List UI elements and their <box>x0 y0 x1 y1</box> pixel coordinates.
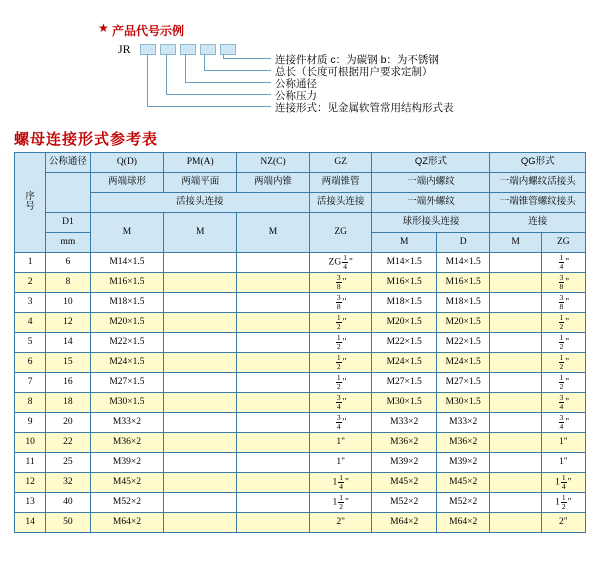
nut-connection-table <box>14 152 586 533</box>
th-group-q-code: Q(D) <box>90 153 164 173</box>
cell-qz-d: M30×1.5 <box>436 393 490 413</box>
legend-note-length: 总长（长度可根据用户要求定制） <box>275 66 433 78</box>
leader-h-4 <box>166 94 271 95</box>
th-group-qg-desc2: 一端锥管螺纹接头 <box>490 193 586 213</box>
th-unit-gz: ZG <box>309 213 372 253</box>
cell-dn: 18 <box>46 393 90 413</box>
cell-pm <box>164 493 237 513</box>
table-row <box>15 313 586 333</box>
th-group-q-desc: 两端球形 <box>90 173 164 193</box>
cell-gz: $\frac{3}{8}$ " <box>309 273 372 293</box>
legend-note-pressure: 公称压力 <box>275 90 317 102</box>
cell-qz-d: M36×2 <box>436 433 490 453</box>
cell-qg-zg: $\frac{3}{4}$ " <box>541 413 585 433</box>
th-unit-q: M <box>90 213 164 253</box>
leader-v-4 <box>204 54 205 70</box>
table-row <box>15 493 586 513</box>
cell-dn: 40 <box>46 493 90 513</box>
cell-qg-m <box>490 293 541 313</box>
th-unit-qg-m: M <box>490 233 541 253</box>
cell-gz: 1" <box>309 453 372 473</box>
cell-pm <box>164 353 237 373</box>
th-group-nz-code: NZ(C) <box>237 153 310 173</box>
cell-pm <box>164 293 237 313</box>
cell-qg-zg: $\frac{1}{2}$ " <box>541 333 585 353</box>
cell-qg-zg: $\frac{3}{4}$ " <box>541 393 585 413</box>
th-mode-qz: 球形接头连接 <box>372 213 490 233</box>
cell-qg-zg: $\frac{1}{4}$ " <box>541 253 585 273</box>
cell-qg-zg: $\frac{3}{8}$ " <box>541 293 585 313</box>
table-head-row-1 <box>15 153 586 173</box>
leader-v-2 <box>166 54 167 94</box>
cell-gz: $\frac{1}{2}$ " <box>309 353 372 373</box>
cell-seq: 3 <box>15 293 46 313</box>
cell-qg-zg: $\frac{1}{2}$ " <box>541 313 585 333</box>
cell-gz: 1 $\frac{1}{2}$ " <box>309 493 372 513</box>
table-head-row-3 <box>15 193 586 213</box>
cell-dn: 12 <box>46 313 90 333</box>
th-group-qz-code: QZ形式 <box>372 153 490 173</box>
star-icon: ★ <box>98 21 109 35</box>
th-mode-gz: 活接头连接 <box>309 193 372 213</box>
cell-pm <box>164 473 237 493</box>
th-group-qg-desc: 一端内螺纹活接头 <box>490 173 586 193</box>
cell-qg-zg: 1 $\frac{1}{2}$ " <box>541 493 585 513</box>
table-row <box>15 473 586 493</box>
cell-qz-m: M27×1.5 <box>372 373 436 393</box>
th-dn-label: 公称通径 <box>46 153 90 173</box>
table-row <box>15 373 586 393</box>
cell-pm <box>164 393 237 413</box>
cell-seq: 7 <box>15 373 46 393</box>
cell-q: M24×1.5 <box>90 353 164 373</box>
cell-qz-m: M20×1.5 <box>372 313 436 333</box>
th-group-qg-code: QG形式 <box>490 153 586 173</box>
table-body <box>15 253 586 533</box>
cell-qz-m: M18×1.5 <box>372 293 436 313</box>
cell-qg-m <box>490 393 541 413</box>
cell-qz-m: M22×1.5 <box>372 333 436 353</box>
code-box-1 <box>140 44 156 55</box>
cell-qz-m: M64×2 <box>372 513 436 533</box>
table-row <box>15 293 586 313</box>
cell-gz: $\frac{3}{4}$ " <box>309 413 372 433</box>
cell-pm <box>164 253 237 273</box>
table-row <box>15 273 586 293</box>
table-row <box>15 413 586 433</box>
cell-gz: $\frac{3}{4}$ " <box>309 393 372 413</box>
cell-gz: $\frac{1}{2}$ " <box>309 373 372 393</box>
cell-nz <box>237 353 310 373</box>
cell-dn: 50 <box>46 513 90 533</box>
leader-h-3 <box>185 82 271 83</box>
cell-nz <box>237 413 310 433</box>
cell-qg-m <box>490 353 541 373</box>
cell-dn: 15 <box>46 353 90 373</box>
cell-seq: 9 <box>15 413 46 433</box>
cell-gz: $\frac{1}{2}$ " <box>309 333 372 353</box>
cell-dn: 8 <box>46 273 90 293</box>
code-box-2 <box>160 44 176 55</box>
th-unit-qz-m: M <box>372 233 436 253</box>
cell-dn: 14 <box>46 333 90 353</box>
cell-qg-zg: $\frac{1}{2}$ " <box>541 353 585 373</box>
cell-pm <box>164 453 237 473</box>
cell-pm <box>164 273 237 293</box>
cell-qz-d: M22×1.5 <box>436 333 490 353</box>
th-dn-label-2 <box>46 173 90 213</box>
cell-q: M20×1.5 <box>90 313 164 333</box>
cell-q: M39×2 <box>90 453 164 473</box>
table-row <box>15 253 586 273</box>
th-group-nz-desc: 两端内锥 <box>237 173 310 193</box>
table-head <box>15 153 586 253</box>
table-row <box>15 353 586 373</box>
cell-qz-m: M36×2 <box>372 433 436 453</box>
cell-dn: 20 <box>46 413 90 433</box>
cell-nz <box>237 373 310 393</box>
cell-nz <box>237 293 310 313</box>
cell-nz <box>237 473 310 493</box>
cell-pm <box>164 373 237 393</box>
legend-title: 产品代号示例 <box>112 24 185 38</box>
cell-qz-d: M18×1.5 <box>436 293 490 313</box>
cell-q: M52×2 <box>90 493 164 513</box>
cell-gz: $\frac{1}{2}$ " <box>309 313 372 333</box>
cell-q: M33×2 <box>90 413 164 433</box>
cell-nz <box>237 513 310 533</box>
cell-seq: 12 <box>15 473 46 493</box>
cell-dn: 22 <box>46 433 90 453</box>
cell-qz-d: M16×1.5 <box>436 273 490 293</box>
th-seq: 序号 <box>15 153 46 253</box>
table-head-row-4 <box>15 213 586 233</box>
table-row <box>15 453 586 473</box>
cell-qg-m <box>490 333 541 353</box>
cell-gz: 1" <box>309 433 372 453</box>
th-group-pm-desc: 两端平面 <box>164 173 237 193</box>
th-unit-pm: M <box>164 213 237 253</box>
cell-qg-m <box>490 453 541 473</box>
cell-nz <box>237 433 310 453</box>
cell-nz <box>237 313 310 333</box>
cell-qz-d: M27×1.5 <box>436 373 490 393</box>
cell-dn: 32 <box>46 473 90 493</box>
cell-qz-m: M33×2 <box>372 413 436 433</box>
cell-gz: $\frac{3}{8}$ " <box>309 293 372 313</box>
cell-pm <box>164 333 237 353</box>
cell-qz-d: M39×2 <box>436 453 490 473</box>
cell-qz-d: M20×1.5 <box>436 313 490 333</box>
code-box-4 <box>200 44 216 55</box>
th-group-gz-code: GZ <box>309 153 372 173</box>
th-unit-qz-d: D <box>436 233 490 253</box>
cell-seq: 11 <box>15 453 46 473</box>
th-dn-unit: mm <box>46 233 90 253</box>
cell-qz-m: M14×1.5 <box>372 253 436 273</box>
legend-note-conn: 连接形式：见金属软管常用结构形式表 <box>275 102 454 114</box>
cell-pm <box>164 413 237 433</box>
th-unit-nz: M <box>237 213 310 253</box>
cell-qz-m: M16×1.5 <box>372 273 436 293</box>
cell-seq: 10 <box>15 433 46 453</box>
cell-qg-zg: 1 $\frac{1}{4}$ " <box>541 473 585 493</box>
cell-qg-m <box>490 373 541 393</box>
leader-h-1 <box>223 58 271 59</box>
cell-q: M27×1.5 <box>90 373 164 393</box>
th-group-qz-desc2: 一端外螺纹 <box>372 193 490 213</box>
cell-dn: 6 <box>46 253 90 273</box>
table-row <box>15 333 586 353</box>
cell-pm <box>164 513 237 533</box>
cell-qg-m <box>490 473 541 493</box>
cell-qg-m <box>490 493 541 513</box>
cell-qg-m <box>490 313 541 333</box>
cell-qz-m: M24×1.5 <box>372 353 436 373</box>
cell-qz-d: M14×1.5 <box>436 253 490 273</box>
cell-pm <box>164 433 237 453</box>
th-group-qz-desc: 一端内螺纹 <box>372 173 490 193</box>
cell-seq: 5 <box>15 333 46 353</box>
cell-gz: 1 $\frac{1}{4}$ " <box>309 473 372 493</box>
cell-nz <box>237 393 310 413</box>
th-group-pm-code: PM(A) <box>164 153 237 173</box>
cell-qz-d: M24×1.5 <box>436 353 490 373</box>
leader-v-3 <box>185 54 186 82</box>
th-unit-qg-zg: ZG <box>541 233 585 253</box>
cell-nz <box>237 453 310 473</box>
cell-qg-m <box>490 273 541 293</box>
cell-qg-m <box>490 513 541 533</box>
cell-seq: 14 <box>15 513 46 533</box>
cell-qg-m <box>490 253 541 273</box>
cell-pm <box>164 313 237 333</box>
table-title: 螺母连接形式参考表 <box>14 131 159 148</box>
cell-dn: 16 <box>46 373 90 393</box>
cell-qz-m: M30×1.5 <box>372 393 436 413</box>
cell-qg-zg: 1" <box>541 453 585 473</box>
cell-seq: 1 <box>15 253 46 273</box>
cell-q: M22×1.5 <box>90 333 164 353</box>
cell-nz <box>237 253 310 273</box>
cell-seq: 4 <box>15 313 46 333</box>
cell-qz-m: M45×2 <box>372 473 436 493</box>
cell-nz <box>237 333 310 353</box>
cell-qg-m <box>490 433 541 453</box>
table-row <box>15 513 586 533</box>
leader-h-2 <box>204 70 271 71</box>
th-group-gz-desc: 两端锥管 <box>309 173 372 193</box>
th-mode-union: 活接头连接 <box>90 193 309 213</box>
th-dn-sub: D1 <box>46 213 90 233</box>
leader-h-5 <box>147 106 271 107</box>
cell-qg-zg: $\frac{1}{2}$ " <box>541 373 585 393</box>
cell-gz: ZG $\frac{1}{4}$ " <box>309 253 372 273</box>
cell-q: M14×1.5 <box>90 253 164 273</box>
cell-qg-m <box>490 413 541 433</box>
table-head-row-2 <box>15 173 586 193</box>
cell-q: M64×2 <box>90 513 164 533</box>
product-code-legend <box>0 0 600 120</box>
cell-q: M36×2 <box>90 433 164 453</box>
code-prefix: JR <box>118 42 131 56</box>
cell-qg-zg: $\frac{3}{8}$ " <box>541 273 585 293</box>
cell-qg-zg: 2" <box>541 513 585 533</box>
cell-nz <box>237 273 310 293</box>
leader-v-1 <box>147 54 148 106</box>
legend-note-dn: 公称通径 <box>275 78 317 90</box>
cell-dn: 25 <box>46 453 90 473</box>
cell-dn: 10 <box>46 293 90 313</box>
cell-q: M45×2 <box>90 473 164 493</box>
cell-seq: 13 <box>15 493 46 513</box>
cell-qz-d: M33×2 <box>436 413 490 433</box>
cell-seq: 8 <box>15 393 46 413</box>
legend-note-material: 连接件材质 c：为碳钢 b：为不锈钢 <box>275 54 439 66</box>
cell-q: M16×1.5 <box>90 273 164 293</box>
cell-qg-zg: 1" <box>541 433 585 453</box>
table-row <box>15 433 586 453</box>
table-row <box>15 393 586 413</box>
cell-seq: 6 <box>15 353 46 373</box>
cell-gz: 2" <box>309 513 372 533</box>
cell-qz-m: M52×2 <box>372 493 436 513</box>
cell-qz-d: M64×2 <box>436 513 490 533</box>
cell-qz-d: M52×2 <box>436 493 490 513</box>
cell-q: M30×1.5 <box>90 393 164 413</box>
cell-q: M18×1.5 <box>90 293 164 313</box>
th-mode-qg: 连接 <box>490 213 586 233</box>
cell-qz-m: M39×2 <box>372 453 436 473</box>
cell-seq: 2 <box>15 273 46 293</box>
code-boxes <box>140 44 236 55</box>
code-box-3 <box>180 44 196 55</box>
cell-qz-d: M45×2 <box>436 473 490 493</box>
cell-nz <box>237 493 310 513</box>
